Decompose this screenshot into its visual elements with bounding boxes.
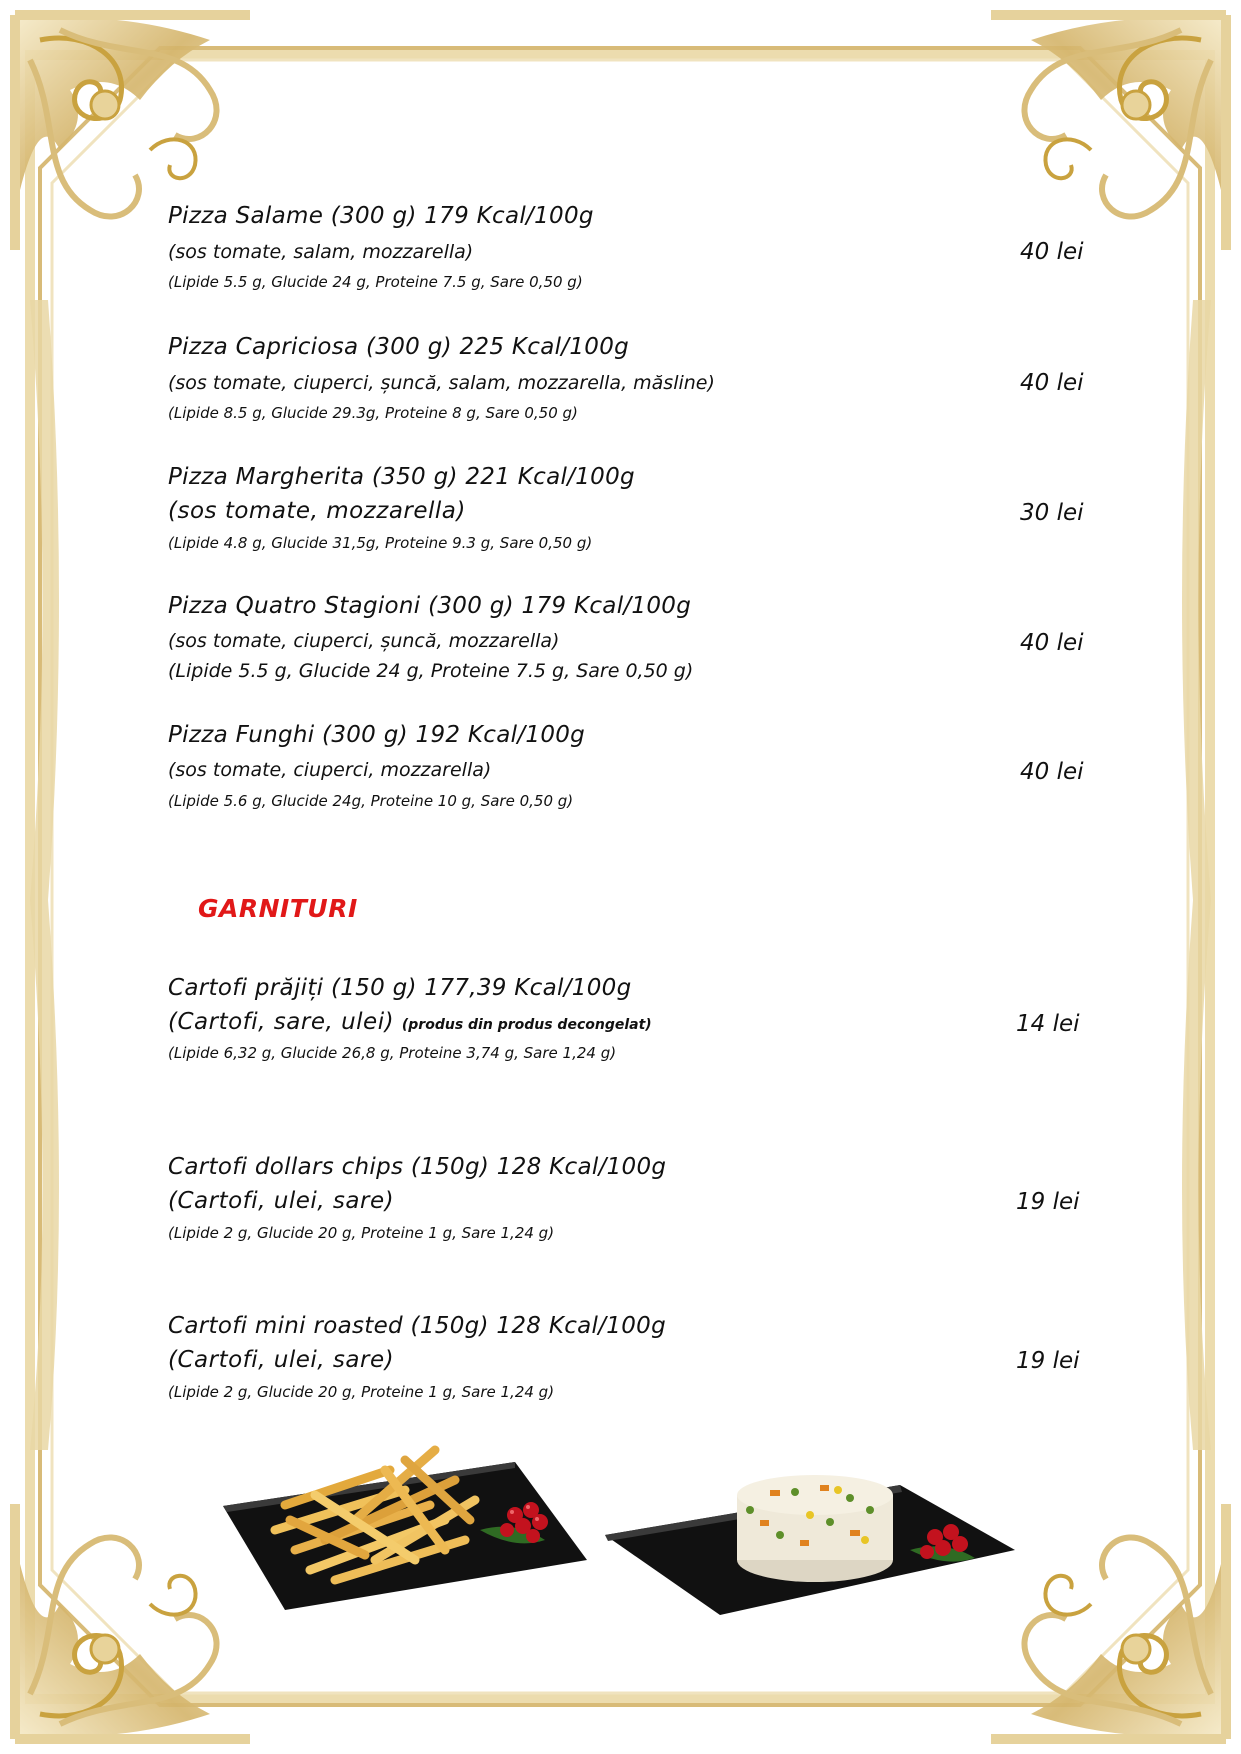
item-description-text: (Cartofi, sare, ulei) [168, 1009, 395, 1035]
item-title: Pizza Salame (300 g) 179 Kcal/100g [168, 203, 594, 229]
item-price: 40 lei [1020, 630, 1084, 656]
item-title: Pizza Funghi (300 g) 192 Kcal/100g [168, 722, 586, 748]
item-title: Cartofi dollars chips (150g) 128 Kcal/100g [168, 1154, 667, 1180]
item-nutrition: (Lipide 5.5 g, Glucide 24 g, Proteine 7.5 g, Sare 0,50 g) [168, 273, 583, 291]
item-nutrition: (Lipide 2 g, Glucide 20 g, Proteine 1 g, Sare 1,24 g) [168, 1383, 555, 1401]
item-nutrition: (Lipide 4.8 g, Glucide 31,5g, Proteine 9.3 g, Sare 0,50 g) [168, 534, 593, 552]
item-description: (sos tomate, ciuperci, mozzarella) [168, 759, 492, 781]
item-note: (produs din produs decongelat) [401, 1017, 652, 1033]
item-description [168, 1009, 652, 1035]
item-title: Cartofi prăjiți (150 g) 177,39 Kcal/100g [168, 975, 632, 1001]
menu-item-cartofi-prajiti [168, 975, 1088, 1065]
menu-item-pizza-funghi [168, 722, 1088, 812]
item-title: Cartofi mini roasted (150g) 128 Kcal/100g [168, 1313, 666, 1339]
menu-item-pizza-capriciosa [168, 334, 1088, 424]
item-price: 40 lei [1020, 239, 1084, 265]
item-description: (Cartofi, ulei, sare) [168, 1188, 395, 1214]
item-description: (Cartofi, ulei, sare) [168, 1347, 395, 1373]
item-nutrition: (Lipide 5.6 g, Glucide 24g, Proteine 10 g, Sare 0,50 g) [168, 792, 574, 810]
menu-item-cartofi-mini-roasted [168, 1313, 1088, 1403]
item-price: 14 lei [1016, 1011, 1080, 1037]
item-nutrition: (Lipide 2 g, Glucide 20 g, Proteine 1 g, Sare 1,24 g) [168, 1224, 555, 1242]
item-title: Pizza Quatro Stagioni (300 g) 179 Kcal/100g [168, 593, 692, 619]
menu-item-cartofi-dollars-chips [168, 1154, 1088, 1244]
item-description: (sos tomate, ciuperci, șuncă, salam, mozzarella, măsline) [168, 372, 715, 394]
item-nutrition: (Lipide 8.5 g, Glucide 29.3g, Proteine 8 g, Sare 0,50 g) [168, 404, 578, 422]
menu-item-pizza-margherita [168, 464, 1088, 554]
item-nutrition: (Lipide 5.5 g, Glucide 24 g, Proteine 7.5 g, Sare 0,50 g) [168, 660, 694, 682]
item-price: 19 lei [1016, 1348, 1080, 1374]
item-title: Pizza Capriciosa (300 g) 225 Kcal/100g [168, 334, 630, 360]
item-price: 19 lei [1016, 1189, 1080, 1215]
fries-plate-photo [215, 1410, 595, 1615]
item-price: 40 lei [1020, 370, 1084, 396]
item-description: (sos tomate, mozzarella) [168, 498, 466, 524]
item-price: 30 lei [1020, 500, 1084, 526]
rice-plate-photo [600, 1440, 1020, 1625]
item-price: 40 lei [1020, 759, 1084, 785]
item-title: Pizza Margherita (350 g) 221 Kcal/100g [168, 464, 635, 490]
item-description: (sos tomate, salam, mozzarella) [168, 241, 474, 263]
menu-item-pizza-quatro-stagioni [168, 593, 1088, 683]
menu-item-pizza-salame [168, 203, 1088, 293]
section-heading-garnituri: GARNITURI [198, 894, 358, 923]
item-description: (sos tomate, ciuperci, șuncă, mozzarella) [168, 630, 560, 652]
item-nutrition: (Lipide 6,32 g, Glucide 26,8 g, Proteine 3,74 g, Sare 1,24 g) [168, 1044, 617, 1062]
